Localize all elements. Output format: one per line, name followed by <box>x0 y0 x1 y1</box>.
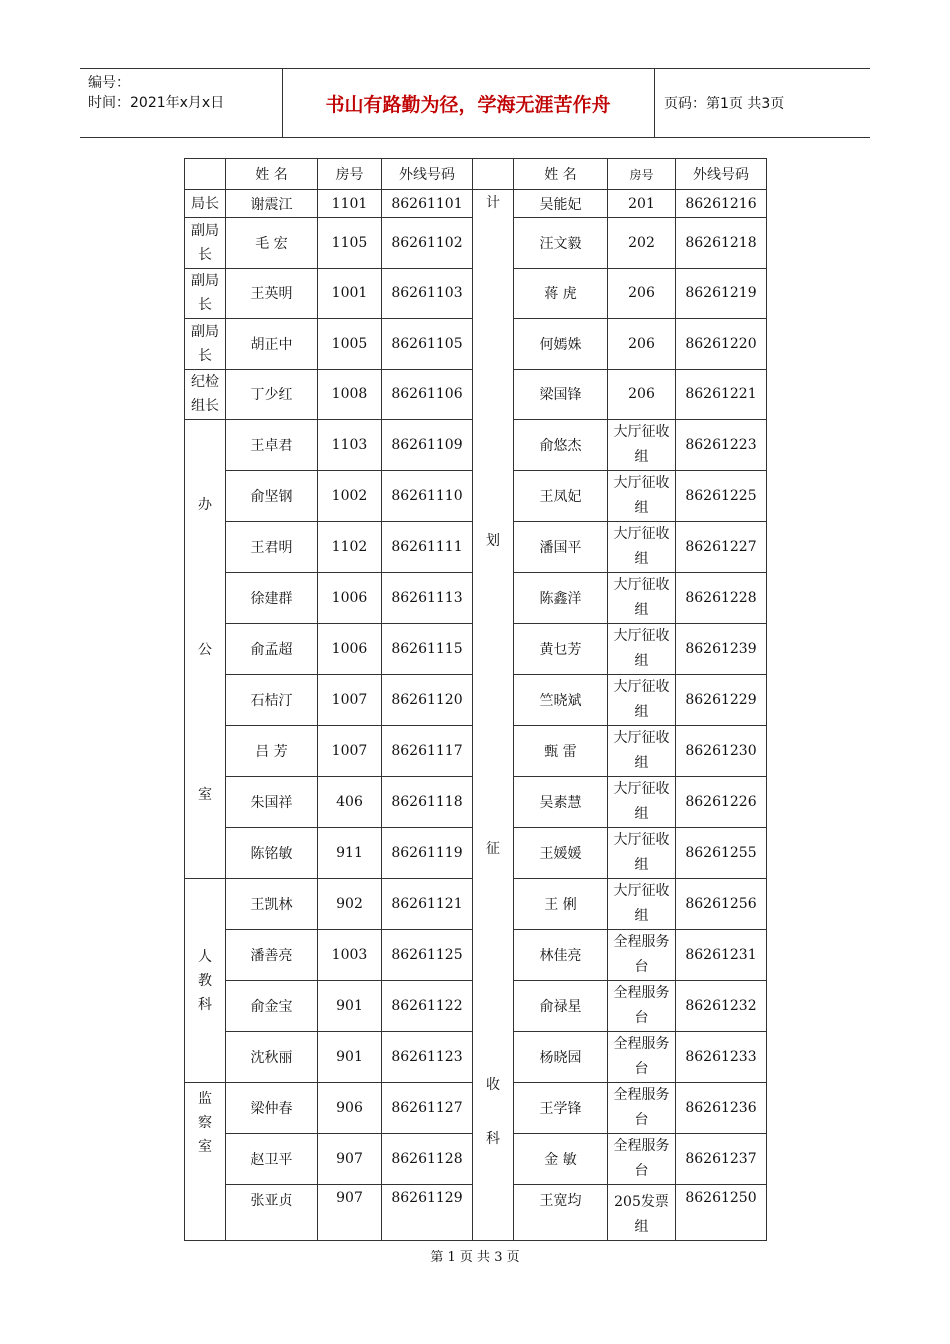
department-label: 人 教 科 <box>198 948 212 1013</box>
room-number: 1005 <box>318 319 382 370</box>
department-supervision <box>185 1083 226 1241</box>
department-label: 监 察 室 <box>198 1091 212 1155</box>
document-time-label: 时间：2021年x月x日 <box>88 95 225 111</box>
phone-number: 86261113 <box>382 573 473 624</box>
room-number: 406 <box>318 777 382 828</box>
department-office <box>185 420 226 879</box>
room-number: 907 <box>318 1185 382 1241</box>
phone-number: 86261226 <box>676 777 767 828</box>
position-title: 局长 <box>185 190 226 218</box>
phone-number: 86261223 <box>676 420 767 471</box>
room-number: 全程服务台 <box>608 981 676 1032</box>
staff-name: 陈鑫洋 <box>514 573 608 624</box>
column-header-room: 房号 <box>318 159 382 190</box>
phone-number: 86261128 <box>382 1134 473 1185</box>
room-number: 201 <box>608 190 676 218</box>
room-number: 1006 <box>318 624 382 675</box>
room-number: 1007 <box>318 726 382 777</box>
room-number: 1007 <box>318 675 382 726</box>
phone-number: 86261110 <box>382 471 473 522</box>
room-number: 1102 <box>318 522 382 573</box>
room-number: 1008 <box>318 369 382 420</box>
room-number: 906 <box>318 1083 382 1134</box>
header-meta <box>88 73 224 113</box>
room-number: 大厅征收组 <box>608 828 676 879</box>
phone-number: 86261221 <box>676 369 767 420</box>
phone-number: 86261117 <box>382 726 473 777</box>
room-number: 1103 <box>318 420 382 471</box>
phone-number: 86261105 <box>382 319 473 370</box>
phone-number: 86261232 <box>676 981 767 1032</box>
phone-number: 86261109 <box>382 420 473 471</box>
phone-number: 86261119 <box>382 828 473 879</box>
document-header <box>80 68 870 138</box>
column-header-phone: 外线号码 <box>382 159 473 190</box>
phone-number: 86261236 <box>676 1083 767 1134</box>
phone-number: 86261233 <box>676 1032 767 1083</box>
phone-number: 86261230 <box>676 726 767 777</box>
staff-name: 梁国锋 <box>514 369 608 420</box>
room-number: 全程服务台 <box>608 1083 676 1134</box>
room-number: 大厅征收组 <box>608 522 676 573</box>
header-page-info: 页码：第1页 共3页 <box>664 96 785 112</box>
phone-number: 86261129 <box>382 1185 473 1241</box>
column-header-name: 姓 名 <box>226 159 318 190</box>
room-number: 1101 <box>318 190 382 218</box>
phone-number: 86261228 <box>676 573 767 624</box>
column-header-room: 房号 <box>608 159 676 190</box>
phone-number: 86261120 <box>382 675 473 726</box>
staff-name: 俞禄星 <box>514 981 608 1032</box>
staff-name: 俞金宝 <box>226 981 318 1032</box>
position-title: 副局长 <box>185 319 226 370</box>
phone-number: 86261239 <box>676 624 767 675</box>
phone-number: 86261111 <box>382 522 473 573</box>
department-planning-collection <box>473 190 514 1241</box>
room-number: 902 <box>318 879 382 930</box>
staff-name: 王凯林 <box>226 879 318 930</box>
staff-name: 吴素慧 <box>514 777 608 828</box>
document-number-label: 编号： <box>88 75 130 91</box>
position-title: 副局长 <box>185 268 226 319</box>
staff-name: 王媛媛 <box>514 828 608 879</box>
position-title: 副局长 <box>185 218 226 269</box>
staff-name: 俞孟超 <box>226 624 318 675</box>
staff-name: 张亚贞 <box>226 1185 318 1241</box>
staff-name: 汪文毅 <box>514 218 608 269</box>
staff-name: 潘善亮 <box>226 930 318 981</box>
staff-name: 王 俐 <box>514 879 608 930</box>
phone-number: 86261227 <box>676 522 767 573</box>
phone-number: 86261122 <box>382 981 473 1032</box>
phone-number: 86261250 <box>676 1185 767 1241</box>
phone-number: 86261218 <box>676 218 767 269</box>
phone-number: 86261220 <box>676 319 767 370</box>
department-char: 收 <box>486 1077 500 1093</box>
staff-name: 王宽均 <box>514 1185 608 1241</box>
room-number: 1006 <box>318 573 382 624</box>
department-char: 征 <box>486 841 500 857</box>
header-divider <box>654 69 655 137</box>
room-number: 大厅征收组 <box>608 573 676 624</box>
column-header-name: 姓 名 <box>514 159 608 190</box>
staff-name: 王君明 <box>226 522 318 573</box>
department-char: 科 <box>486 1131 500 1147</box>
department-char: 办 <box>198 496 212 513</box>
room-number: 全程服务台 <box>608 1032 676 1083</box>
staff-name: 何嫣姝 <box>514 319 608 370</box>
header-blank <box>185 159 226 190</box>
staff-name: 俞坚钢 <box>226 471 318 522</box>
room-number: 大厅征收组 <box>608 726 676 777</box>
phone-number: 86261121 <box>382 879 473 930</box>
phone-number: 86261237 <box>676 1134 767 1185</box>
phone-directory-table <box>184 158 767 1241</box>
phone-number: 86261229 <box>676 675 767 726</box>
staff-name: 丁少红 <box>226 369 318 420</box>
staff-name: 徐建群 <box>226 573 318 624</box>
room-number: 大厅征收组 <box>608 420 676 471</box>
room-number: 全程服务台 <box>608 930 676 981</box>
page-footer: 第 1 页 共 3 页 <box>430 1250 520 1265</box>
phone-number: 86261115 <box>382 624 473 675</box>
phone-number: 86261216 <box>676 190 767 218</box>
position-title: 纪检组长 <box>185 369 226 420</box>
department-char: 划 <box>486 533 500 549</box>
phone-number: 86261123 <box>382 1032 473 1083</box>
phone-number: 86261127 <box>382 1083 473 1134</box>
phone-number: 86261256 <box>676 879 767 930</box>
department-personnel <box>185 879 226 1083</box>
room-number: 202 <box>608 218 676 269</box>
staff-name: 黄乜芳 <box>514 624 608 675</box>
phone-number: 86261219 <box>676 268 767 319</box>
staff-name: 竺晓斌 <box>514 675 608 726</box>
room-number: 206 <box>608 319 676 370</box>
header-blank <box>473 159 514 190</box>
staff-name: 谢震江 <box>226 190 318 218</box>
room-number: 大厅征收组 <box>608 777 676 828</box>
room-number: 901 <box>318 1032 382 1083</box>
room-number: 大厅征收组 <box>608 879 676 930</box>
staff-name: 毛 宏 <box>226 218 318 269</box>
phone-number: 86261125 <box>382 930 473 981</box>
phone-number: 86261102 <box>382 218 473 269</box>
room-number: 907 <box>318 1134 382 1185</box>
room-number: 1105 <box>318 218 382 269</box>
staff-name: 潘国平 <box>514 522 608 573</box>
column-header-phone: 外线号码 <box>676 159 767 190</box>
room-number: 1001 <box>318 268 382 319</box>
phone-number: 86261101 <box>382 190 473 218</box>
staff-name: 梁仲春 <box>226 1083 318 1134</box>
staff-name: 吴能妃 <box>514 190 608 218</box>
staff-name: 赵卫平 <box>226 1134 318 1185</box>
phone-number: 86261225 <box>676 471 767 522</box>
room-number: 911 <box>318 828 382 879</box>
staff-name: 吕 芳 <box>226 726 318 777</box>
header-slogan: 书山有路勤为径，学海无涯苦作舟 <box>325 93 611 116</box>
room-number: 大厅征收组 <box>608 624 676 675</box>
staff-name: 蒋 虎 <box>514 268 608 319</box>
room-number: 206 <box>608 268 676 319</box>
room-number: 大厅征收组 <box>608 675 676 726</box>
table-header-row <box>185 159 767 190</box>
staff-name: 甄 雷 <box>514 726 608 777</box>
staff-name: 林佳亮 <box>514 930 608 981</box>
room-number: 1002 <box>318 471 382 522</box>
staff-name: 金 敏 <box>514 1134 608 1185</box>
phone-number: 86261255 <box>676 828 767 879</box>
room-number: 206 <box>608 369 676 420</box>
staff-name: 王学锋 <box>514 1083 608 1134</box>
phone-number: 86261231 <box>676 930 767 981</box>
staff-name: 杨晓园 <box>514 1032 608 1083</box>
phone-number: 86261106 <box>382 369 473 420</box>
staff-name: 石桔汀 <box>226 675 318 726</box>
staff-name: 王卓君 <box>226 420 318 471</box>
staff-name: 沈秋丽 <box>226 1032 318 1083</box>
staff-name: 胡正中 <box>226 319 318 370</box>
table-row <box>185 190 767 218</box>
department-char: 公 <box>198 641 212 658</box>
staff-name: 陈铭敏 <box>226 828 318 879</box>
room-number: 901 <box>318 981 382 1032</box>
room-number: 1003 <box>318 930 382 981</box>
staff-name: 朱国祥 <box>226 777 318 828</box>
department-char: 室 <box>198 787 212 804</box>
staff-name: 王英明 <box>226 268 318 319</box>
staff-name: 王凤妃 <box>514 471 608 522</box>
room-number: 205发票组 <box>608 1185 676 1241</box>
staff-name: 俞悠杰 <box>514 420 608 471</box>
department-char: 计 <box>486 195 500 211</box>
phone-number: 86261118 <box>382 777 473 828</box>
room-number: 全程服务台 <box>608 1134 676 1185</box>
room-number: 大厅征收组 <box>608 471 676 522</box>
phone-number: 86261103 <box>382 268 473 319</box>
